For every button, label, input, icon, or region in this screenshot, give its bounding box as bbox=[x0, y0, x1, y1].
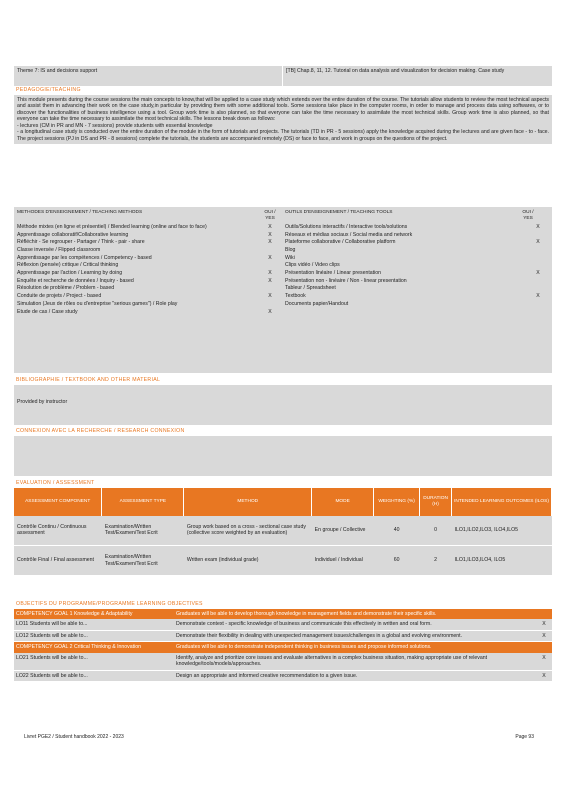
tool-item bbox=[285, 278, 549, 285]
tool-check bbox=[529, 301, 547, 308]
assessment-cell: Examination/Written Test/Examen/Test Ecrit bbox=[102, 546, 184, 576]
tool-label: Plateforme collaborative / Collaborative platform bbox=[285, 239, 396, 246]
bibliography-title: BIBLIOGRAPHIE / TEXTBOOK AND OTHER MATERIAL bbox=[16, 377, 161, 383]
method-label: Simulation (Jeux de rôles ou d'entreprise "serious games") / Role play bbox=[17, 300, 178, 307]
method-item bbox=[17, 309, 279, 316]
tool-label: Clips vidéo / Video clips bbox=[285, 262, 340, 269]
research-title: CONNEXION AVEC LA RECHERCHE / RESEARCH CONNEXION bbox=[16, 428, 185, 434]
tool-item bbox=[285, 255, 549, 262]
method-check: X bbox=[268, 254, 272, 261]
assessment-cell: ILO1,ILO3,ILO4, ILO5 bbox=[452, 546, 552, 576]
method-check bbox=[261, 247, 279, 254]
method-item bbox=[17, 262, 279, 269]
tool-item bbox=[285, 224, 549, 231]
pedagogie-body bbox=[14, 95, 552, 145]
bibliography-body bbox=[14, 385, 552, 425]
bibliography-text: Provided by instructor bbox=[17, 398, 68, 405]
tool-label: Réseaux et médias sociaux / Social media and network bbox=[285, 231, 413, 238]
tool-label: Présentation linéaire / Linear presentation bbox=[285, 270, 382, 277]
learning-outcome-row bbox=[14, 670, 552, 682]
teaching-methods-list bbox=[17, 224, 279, 316]
method-label: Méthode mixtes (en ligne et présentiel) / Blended learning (online and face to face) bbox=[17, 223, 207, 230]
evaluation-title: EVALUATION / ASSESSMENT bbox=[16, 480, 95, 486]
tool-label: Présentation non - linéaire / Non - linear presentation bbox=[285, 277, 407, 284]
pedagogie-bullet: - lectures (CM in PR and MN - 7 sessions) provide students with essential knowledge bbox=[17, 122, 213, 129]
tool-label: Wiki bbox=[285, 254, 295, 261]
tool-check bbox=[529, 232, 547, 239]
theme-label: Theme 7: IS and decisions support bbox=[17, 68, 98, 74]
method-check: X bbox=[268, 277, 272, 284]
method-item bbox=[17, 270, 279, 277]
tool-check bbox=[529, 255, 547, 262]
method-check: X bbox=[268, 223, 272, 230]
method-check bbox=[261, 301, 279, 308]
pedagogie-title: PEDAGOGIE/TEACHING bbox=[16, 87, 81, 93]
tool-check: X bbox=[536, 239, 540, 246]
footer-handbook: Livret PGE2 / Student handbook 2022 - 2023 bbox=[24, 734, 124, 740]
research-section bbox=[14, 427, 552, 476]
objectives-section bbox=[14, 600, 552, 682]
learning-outcome-row bbox=[14, 653, 552, 671]
table-row bbox=[14, 516, 552, 546]
learning-outcome-row bbox=[14, 630, 552, 642]
pedagogie-paragraph: This module presents during the course sessions the main concepts to know,that will be applied to a case study which extends over the entire duration of the course. The tutorials allow students to review the most technical aspects and assist them in advancing their work on the case study,in particular by providing them with some additional tools. Some sessions take place in the computer rooms, in order to manage and process data using softwares, or to discover the functionalities of business intelligence using a tool. Group work time is also planned, so that everyone can take the time necessary to assimilate the most technical skills. Group work time is also planned, so that everyone can take the time necessary to assimilate the most technical skills. The lessons break down as follows: bbox=[17, 96, 549, 122]
yes-header: OUI / YES bbox=[264, 210, 276, 221]
assessment-header: MODE bbox=[312, 488, 374, 516]
method-label: Résolution de problème / Problem - based bbox=[17, 285, 115, 292]
tool-check bbox=[529, 278, 547, 285]
pedagogie-section bbox=[14, 86, 552, 144]
learning-outcome-id: LO22 Students will be able to... bbox=[16, 672, 88, 679]
method-label: Conduite de projets / Project - based bbox=[17, 293, 102, 300]
assessment-header: DURATION (H) bbox=[420, 488, 452, 516]
assessment-cell: Written exam (individual grade) bbox=[184, 546, 312, 576]
method-check bbox=[261, 285, 279, 292]
tool-check bbox=[529, 247, 547, 254]
competency-goal-label: COMPETENCY GOAL 2 Critical Thinking & Innovation bbox=[16, 644, 142, 650]
learning-outcome-id: LO21 Students will be able to... bbox=[16, 654, 88, 661]
method-label: Réflexion (pensée) critique / Critical thinking bbox=[17, 262, 119, 269]
competency-goal-text: Graduates will be able to demonstrate independent thinking in business issues and propose informed solutions. bbox=[176, 644, 432, 650]
competency-goal-row bbox=[14, 609, 552, 620]
tool-label: Textbook bbox=[285, 293, 306, 300]
page-footer bbox=[24, 734, 534, 740]
bibliography-section bbox=[14, 376, 552, 425]
method-item bbox=[17, 255, 279, 262]
method-label: Enquête et recherche de données / Inquiry - based bbox=[17, 277, 134, 284]
assessment-cell: Contrôle Final / Final assessment bbox=[14, 546, 102, 576]
tool-label: Outils/Solutions interactifs / Interactive tools/solutions bbox=[285, 223, 408, 230]
learning-outcome-text: Design an appropriate and informed creative recommendation to a given issue. bbox=[176, 672, 358, 679]
learning-outcome-id: LO11 Students will be able to... bbox=[16, 621, 88, 627]
tool-item bbox=[285, 285, 549, 292]
tool-item bbox=[285, 239, 549, 246]
learning-outcome-id: LO12 Students will be able to... bbox=[16, 632, 88, 639]
method-check: X bbox=[268, 231, 272, 238]
tool-check bbox=[529, 285, 547, 292]
tool-item bbox=[285, 232, 549, 239]
teaching-methods-header: METHODES D'ENSEIGNEMENT / TEACHING METHODS bbox=[17, 210, 143, 215]
objectives-table bbox=[14, 609, 552, 683]
method-item bbox=[17, 224, 279, 231]
method-check: X bbox=[268, 239, 272, 246]
method-check: X bbox=[268, 293, 272, 300]
yes-header: OUI / YES bbox=[522, 210, 534, 221]
method-label: Classe inversée / Flipped classroom bbox=[17, 247, 101, 254]
tool-item bbox=[285, 247, 549, 254]
learning-outcome-check: X bbox=[542, 654, 546, 661]
method-item bbox=[17, 285, 279, 292]
learning-outcome-text: Identify, analyze and prioritize core issues and evaluate alternatives in a complex business situation, making appropriate use of relevant knowledge/tools/models/approaches. bbox=[176, 654, 488, 667]
method-item bbox=[17, 239, 279, 246]
tool-label: Documents papier/Handout bbox=[285, 300, 349, 307]
assessment-cell: Individuel / Individual bbox=[312, 546, 374, 576]
competency-goal-text: Graduates will be able to develop thorough knowledge in management fields and demonstrate their specific skills. bbox=[176, 610, 437, 617]
method-label: Apprentissage par l'action / Learning by doing bbox=[17, 270, 123, 277]
method-check: X bbox=[268, 270, 272, 277]
assessment-cell: ILO1,ILO2,ILO3, ILO4,ILO5 bbox=[452, 516, 552, 546]
learning-outcome-check: X bbox=[542, 632, 546, 639]
assessment-header: ASSESSMENT COMPONENT bbox=[14, 488, 102, 516]
assessment-table bbox=[14, 488, 552, 577]
objectives-title: OBJECTIFS DU PROGRAMME/PROGRAMME LEARNING OBJECTIVES bbox=[16, 601, 203, 607]
assessment-header: ASSESSMENT TYPE bbox=[102, 488, 184, 516]
assessment-header: INTENDED LEARNING OUTCOMES (ILOS) bbox=[452, 488, 552, 516]
learning-outcome-row bbox=[14, 619, 552, 630]
method-check bbox=[261, 262, 279, 269]
method-label: Etude de cas / Case study bbox=[17, 308, 78, 315]
method-item bbox=[17, 278, 279, 285]
method-item bbox=[17, 247, 279, 254]
tool-item bbox=[285, 270, 549, 277]
teaching-tools-header: OUTILS D'ENSEIGNEMENT / TEACHING TOOLS bbox=[285, 210, 393, 215]
assessment-header: METHOD bbox=[184, 488, 312, 516]
method-label: Apprentissage collaboratif/Collaborative learning bbox=[17, 231, 129, 238]
assessment-cell: Group work based on a cross - sectional case study (collective score weighted by an evaluation) bbox=[184, 516, 312, 546]
learning-outcome-check: X bbox=[542, 672, 546, 679]
document-page bbox=[14, 0, 552, 800]
methods-section bbox=[14, 207, 552, 373]
teaching-tools-list bbox=[279, 224, 549, 316]
tool-item bbox=[285, 262, 549, 269]
method-label: Apprentissage par les compétences / Competency - based bbox=[17, 254, 152, 261]
theme-content: [TB] Chap.8, 11, 12. Tutorial on data analysis and visualization for decision making. Case study bbox=[282, 66, 552, 86]
competency-goal-row bbox=[14, 642, 552, 653]
learning-outcome-check: X bbox=[542, 621, 546, 627]
assessment-cell: En groupe / Collective bbox=[312, 516, 374, 546]
tool-item bbox=[285, 301, 549, 308]
method-label: Réfléchir - Se regrouper - Partager / Think - pair - share bbox=[17, 239, 145, 246]
learning-outcome-text: Demonstrate context - specific knowledge of business and communicate this effectively in written and oral form. bbox=[176, 621, 432, 627]
method-item bbox=[17, 301, 279, 308]
learning-outcome-text: Demonstrate their flexibility in dealing with unexpected management issues/challenges in a global and evolving environment. bbox=[176, 632, 463, 639]
assessment-cell: 40 bbox=[374, 516, 420, 546]
tool-check: X bbox=[536, 293, 540, 300]
tool-item bbox=[285, 293, 549, 300]
competency-goal-label: COMPETENCY GOAL 1 Knowledge & Adaptability bbox=[16, 610, 133, 617]
method-check: X bbox=[268, 308, 272, 315]
tool-check: X bbox=[536, 270, 540, 277]
tool-check bbox=[529, 262, 547, 269]
assessment-cell: Examination/Written Test/Examen/Test Ecrit bbox=[102, 516, 184, 546]
assessment-cell: Contrôle Continu / Continuous assessment bbox=[14, 516, 102, 546]
research-body bbox=[14, 436, 552, 476]
tool-label: Blog bbox=[285, 247, 296, 254]
assessment-cell: 2 bbox=[420, 546, 452, 576]
evaluation-section bbox=[14, 479, 552, 576]
methods-header bbox=[14, 207, 552, 224]
table-row bbox=[14, 546, 552, 576]
theme-row bbox=[14, 66, 552, 86]
assessment-cell: 60 bbox=[374, 546, 420, 576]
assessment-cell: 0 bbox=[420, 516, 452, 546]
tool-check: X bbox=[536, 223, 540, 230]
page-number: Page 93 bbox=[515, 734, 534, 740]
assessment-header: WEIGHTING (%) bbox=[374, 488, 420, 516]
method-item bbox=[17, 232, 279, 239]
pedagogie-bullet: - a longitudinal case study is conducted over the entire duration of the module in the form of tutorials and projects. The tutorials (TD in PR - 5 sessions) apply the knowledge acquired during the lectures and are given face - to - face. The project sessions (PJ in DS and PR - 8 sessions) complete the tutorials, the students are accompanied remotely (DS) or face to face, and work in groups on the questions of the project. bbox=[17, 129, 549, 142]
method-item bbox=[17, 293, 279, 300]
tool-label: Tableur / Spreadsheet bbox=[285, 285, 336, 292]
